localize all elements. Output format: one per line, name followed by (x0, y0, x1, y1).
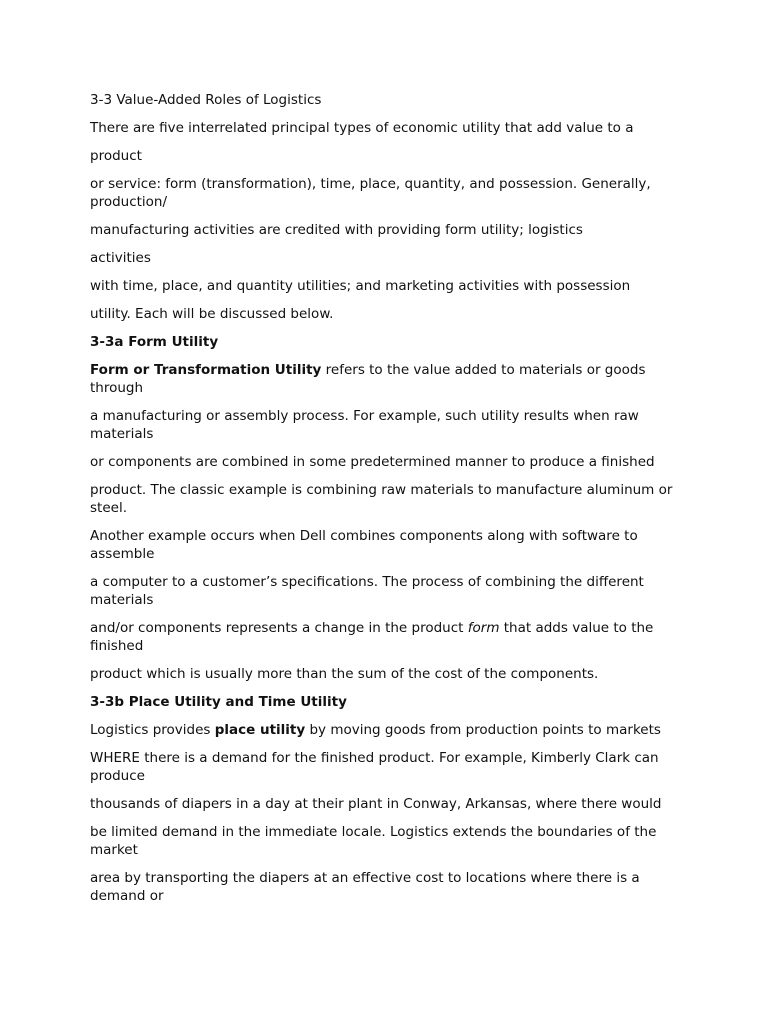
subsection-heading-place-time-utility: 3-3b Place Utility and Time Utility (90, 694, 347, 710)
paragraph-text: Logistics provides (90, 722, 215, 738)
paragraph: a manufacturing or assembly process. For example, such utility results when raw materials (90, 408, 639, 442)
paragraph-text: refers to the value added to materials or goods through (90, 362, 646, 396)
paragraph: be limited demand in the immediate locale. Logistics extends the boundaries of the market (90, 824, 657, 858)
paragraph: There are five interrelated principal types of economic utility that add value to a (90, 120, 634, 136)
paragraph: thousands of diapers in a day at their plant in Conway, Arkansas, where there would (90, 796, 662, 812)
paragraph-text: that adds value to the finished (90, 620, 654, 654)
paragraph: or components are combined in some predetermined manner to produce a finished (90, 454, 655, 470)
paragraph (90, 361, 680, 397)
paragraph (90, 721, 680, 739)
document-body (90, 91, 680, 915)
italic-term: form (467, 620, 500, 636)
paragraph: area by transporting the diapers at an effective cost to locations where there is a demand or (90, 870, 640, 904)
paragraph-text: and/or components represents a change in the product (90, 620, 468, 636)
paragraph: activities (90, 250, 151, 266)
paragraph: with time, place, and quantity utilities; and marketing activities with possession (90, 278, 631, 294)
paragraph: Another example occurs when Dell combines components along with software to assemble (90, 528, 638, 562)
bold-term: Form or Transformation Utility (90, 362, 322, 378)
paragraph: product (90, 148, 142, 164)
paragraph-text: by moving goods from production points to markets (305, 722, 661, 738)
paragraph: WHERE there is a demand for the finished product. For example, Kimberly Clark can produce (90, 750, 659, 784)
paragraph: product. The classic example is combining raw materials to manufacture aluminum or steel. (90, 482, 673, 516)
paragraph: manufacturing activities are credited with providing form utility; logistics (90, 222, 583, 238)
bold-term: place utility (214, 722, 306, 738)
section-title: 3-3 Value-Added Roles of Logistics (90, 92, 322, 108)
paragraph: a computer to a customer’s specifications. The process of combining the different materials (90, 574, 644, 608)
paragraph: or service: form (transformation), time, place, quantity, and possession. Generally, production/ (90, 176, 651, 210)
paragraph: utility. Each will be discussed below. (90, 306, 334, 322)
paragraph: product which is usually more than the sum of the cost of the components. (90, 666, 599, 682)
paragraph (90, 619, 680, 655)
subsection-heading-form-utility: 3-3a Form Utility (90, 334, 219, 350)
